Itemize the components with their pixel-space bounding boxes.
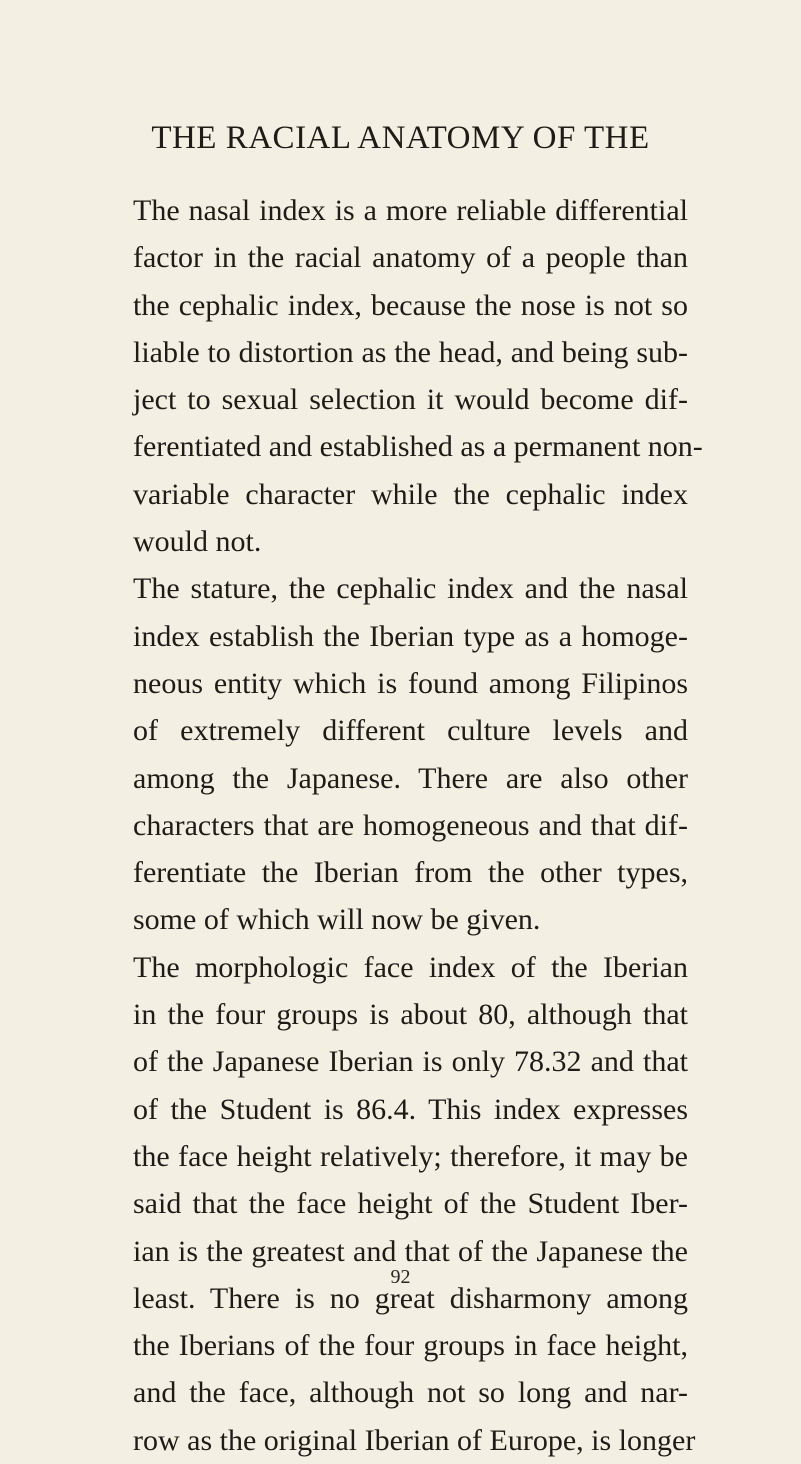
page-number: 92 bbox=[390, 1266, 411, 1288]
text-line: row as the original Iberian of Europe, is longer bbox=[133, 1423, 696, 1457]
text-line: variable character while the cephalic index bbox=[133, 477, 688, 511]
text-line: among the Japanese. There are also other bbox=[133, 761, 688, 795]
running-head: THE RACIAL ANATOMY OF THE bbox=[151, 120, 650, 156]
text-line: of extremely different culture levels and bbox=[133, 714, 688, 748]
text-line: in the four groups is about 80, although that bbox=[133, 998, 688, 1032]
text-line: neous entity which is found among Filipinos bbox=[133, 666, 688, 700]
text-line: ian is the greatest and that of the Japanese the bbox=[133, 1234, 688, 1268]
text-line: The stature, the cephalic index and the nasal bbox=[133, 572, 688, 606]
text-line: ject to sexual selection it would become dif- bbox=[133, 383, 688, 417]
text-line: of the Japanese Iberian is only 78.32 and that bbox=[133, 1045, 688, 1079]
text-line: the cephalic index, because the nose is not so bbox=[133, 288, 688, 322]
text-line: factor in the racial anatomy of a people than bbox=[133, 241, 688, 275]
text-line: some of which will now be given. bbox=[133, 903, 541, 937]
text-line: The morphologic face index of the Iberian bbox=[133, 950, 688, 984]
text-line: and the face, although not so long and nar- bbox=[133, 1376, 688, 1410]
text-line: ferentiated and established as a permanent non- bbox=[133, 430, 703, 464]
text-line: index establish the Iberian type as a homoge- bbox=[133, 619, 688, 653]
text-line: the face height relatively; therefore, it may be bbox=[133, 1139, 688, 1173]
text-line: characters that are homogeneous and that dif- bbox=[133, 808, 688, 842]
text-line: of the Student is 86.4. This index expresses bbox=[133, 1092, 688, 1126]
text-line: the Iberians of the four groups in face height, bbox=[133, 1329, 688, 1363]
text-line: would not. bbox=[133, 525, 262, 559]
text-line: ferentiate the Iberian from the other types, bbox=[133, 856, 688, 890]
text-line: The nasal index is a more reliable differential bbox=[133, 194, 688, 227]
text-line: least. There is no great disharmony among bbox=[133, 1281, 688, 1315]
text-line: said that the face height of the Student Iber- bbox=[133, 1187, 688, 1221]
text-line: liable to distortion as the head, and being sub- bbox=[133, 335, 688, 369]
